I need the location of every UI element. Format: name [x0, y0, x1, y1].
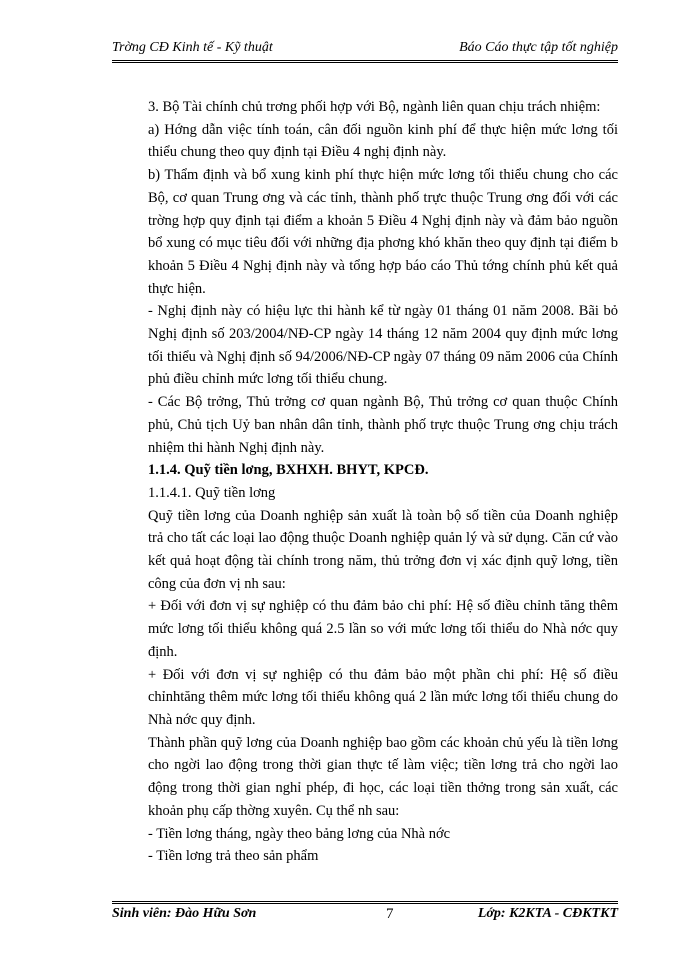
paragraph: Thành phần quỹ lơng của Doanh nghiệp bao gồm các khoản chủ yếu là tiền lơng cho ngời lao động trong thời gian thực tế làm việc; tiền lơng trả cho ngời lao động trong thời gian nghỉ phép, đi học, các loại tiền thởng trong sản xuất, các khoản phụ cấp thờng xuyên. Cụ thể nh sau: [148, 734, 618, 819]
subsection-heading: 1.1.4.1. Quỹ tiền lơng [148, 484, 276, 501]
paragraph: + Đối với đơn vị sự nghiệp có thu đảm bảo một phần chi phí: Hệ số điều chỉnhtăng thêm mức lơng tối thiểu không quá 2 lần mức lơng tối thiểu chung do Nhà nớc quy định. [148, 666, 618, 728]
list-item: - Tiền lơng tháng, ngày theo bảng lơng của Nhà nớc [148, 825, 451, 842]
header-school: Trờng CĐ Kinh tế - Kỹ thuật [112, 40, 273, 55]
document-body [148, 96, 618, 868]
paragraph: 3. Bộ Tài chính chủ trơng phối hợp với Bộ, ngành liên quan chịu trách nhiệm: [148, 99, 601, 115]
footer-divider [112, 901, 618, 904]
footer-class: Lớp: K2KTA - CĐKTKT [477, 906, 618, 921]
paragraph: + Đối với đơn vị sự nghiệp có thu đảm bảo chi phí: Hệ số điều chỉnh tăng thêm mức lơng tối thiểu không quá 2.5 lần so với mức lơng tối thiểu do Nhà nớc quy định. [148, 598, 618, 660]
paragraph: Quỹ tiền lơng của Doanh nghiệp sản xuất là toàn bộ số tiền của Doanh nghiệp trả cho tất các loại lao động thuộc Doanh nghiệp quản lý và sử dụng. Căn cứ vào kết quả hoạt động tài chính trong năm, thủ trởng đơn vị xác định quỹ lơng, tiền công của đơn vị nh sau: [148, 507, 618, 592]
list-item: - Tiền lơng trả theo sản phẩm [148, 848, 319, 865]
paragraph: a) Hớng dẫn việc tính toán, cân đối nguồn kinh phí để thực hiện mức lơng tối thiểu chung theo quy định tại Điều 4 nghị định này. [148, 121, 618, 161]
paragraph: - Nghị định này có hiệu lực thi hành kể từ ngày 01 tháng 01 năm 2008. Bãi bỏ Nghị định số 203/2004/NĐ-CP ngày 14 tháng 12 năm 2004 quy định mức lơng tối thiểu và Nghị định số 94/2006/NĐ-CP ngày 07 tháng 09 năm 2006 của Chính phủ điều chỉnh mức lơng tối thiểu chung. [148, 303, 618, 388]
paragraph: b) Thẩm định và bổ xung kinh phí thực hiện mức lơng tối thiểu chung cho các Bộ, cơ quan Trung ơng và các tỉnh, thành phố trực thuộc Trung ơng đối với các trờng hợp quy định tại điểm a khoản 5 Điều 4 Nghị định này và đảm bảo nguồn bổ xung có mục tiêu đối với những địa phơng khó khăn theo quy định tại điểm b khoản 5 Điều 4 Nghị định này và tổng hợp báo cáo Thủ tớng chính phủ kết quả thực hiện. [148, 167, 618, 297]
header-report-title: Báo Cáo thực tập tốt nghiệp [459, 40, 618, 55]
paragraph: - Các Bộ trởng, Thủ trởng cơ quan ngành Bộ, Thủ trởng cơ quan thuộc Chính phủ, Chủ tịch Uỷ ban nhân dân tỉnh, thành phố trực thuộc Trung ơng chịu trách nhiệm thi hành Nghị định này. [148, 394, 618, 456]
section-heading: 1.1.4. Quỹ tiền lơng, BXHXH. BHYT, KPCĐ. [148, 462, 429, 479]
header-divider [112, 60, 618, 63]
footer-student: Sinh viên: Đào Hữu Sơn [112, 906, 257, 921]
page-number: 7 [386, 906, 394, 922]
